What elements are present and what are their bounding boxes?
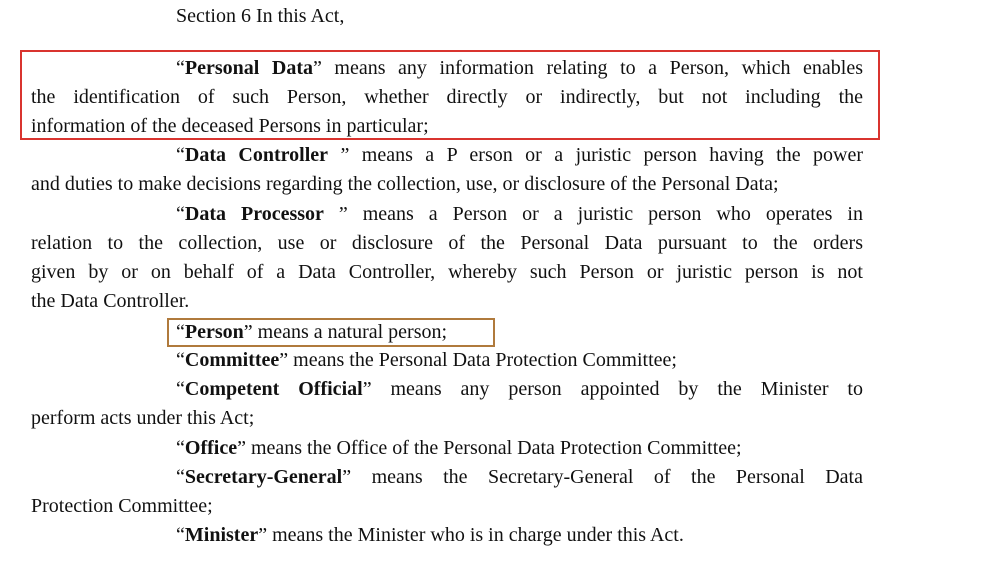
term-personal-data: Personal Data: [184, 57, 313, 79]
person-definition-line-1: [176, 318, 863, 347]
open-quote: “: [176, 437, 185, 459]
term-secretary-general: Secretary-General: [184, 466, 343, 488]
definition-text: ” means the Minister who is in charge under this Act.: [258, 524, 684, 546]
secretary-general-definition-line-2: Protection Committee;: [31, 495, 213, 517]
office-definition-line-1: [176, 434, 863, 463]
definition-text: ” means the Office of the Personal Data Protection Committee;: [237, 437, 742, 459]
definition-text: ” means any information relating to a Person, which enables: [312, 57, 863, 79]
definition-text: ” means a Person or a juristic person who operates in: [323, 203, 863, 225]
term-competent-official: Competent Official: [184, 378, 363, 400]
section-heading: Section 6 In this Act,: [176, 5, 345, 27]
term-minister: Minister: [184, 524, 259, 546]
definition-text: ” means a natural person;: [243, 321, 448, 343]
data-processor-definition-line-1: [176, 200, 863, 229]
open-quote: “: [176, 524, 185, 546]
term-office: Office: [184, 437, 238, 459]
definition-text: ” means a P erson or a juristic person having the power: [328, 144, 863, 166]
committee-definition-line-1: [176, 346, 863, 375]
term-committee: Committee: [184, 349, 280, 371]
personal-data-definition-line-2: the identification of such Person, whether directly or indirectly, but not including the: [31, 86, 863, 108]
data-controller-definition-line-1: [176, 141, 863, 170]
data-processor-definition-line-4: the Data Controller.: [31, 290, 190, 312]
term-data-controller: Data Controller: [184, 144, 329, 166]
competent-official-definition-line-2: perform acts under this Act;: [31, 407, 255, 429]
term-person: Person: [184, 321, 244, 343]
data-controller-definition-line-2: and duties to make decisions regarding the collection, use, or disclosure of the Personal Data;: [31, 173, 779, 195]
open-quote: “: [176, 321, 185, 343]
data-processor-definition-line-3: given by or on behalf of a Data Controller, whereby such Person or juristic person is not: [31, 261, 863, 283]
definition-text: ” means the Personal Data Protection Committee;: [279, 349, 677, 371]
definition-text: ” means the Secretary-General of the Personal Data: [342, 466, 863, 488]
open-quote: “: [176, 349, 185, 371]
secretary-general-definition-line-1: [176, 463, 863, 492]
term-data-processor: Data Processor: [184, 203, 324, 225]
data-processor-definition-line-2: relation to the collection, use or disclosure of the Personal Data pursuant to the orders: [31, 232, 863, 254]
competent-official-definition-line-1: [176, 375, 863, 404]
open-quote: “: [176, 203, 185, 225]
minister-definition-line-1: [176, 521, 863, 550]
definition-text: ” means any person appointed by the Minister to: [362, 378, 863, 400]
open-quote: “: [176, 57, 185, 79]
personal-data-definition-line-1: [176, 54, 863, 83]
personal-data-definition-line-3: information of the deceased Persons in particular;: [31, 115, 429, 137]
open-quote: “: [176, 378, 185, 400]
open-quote: “: [176, 144, 185, 166]
open-quote: “: [176, 466, 185, 488]
